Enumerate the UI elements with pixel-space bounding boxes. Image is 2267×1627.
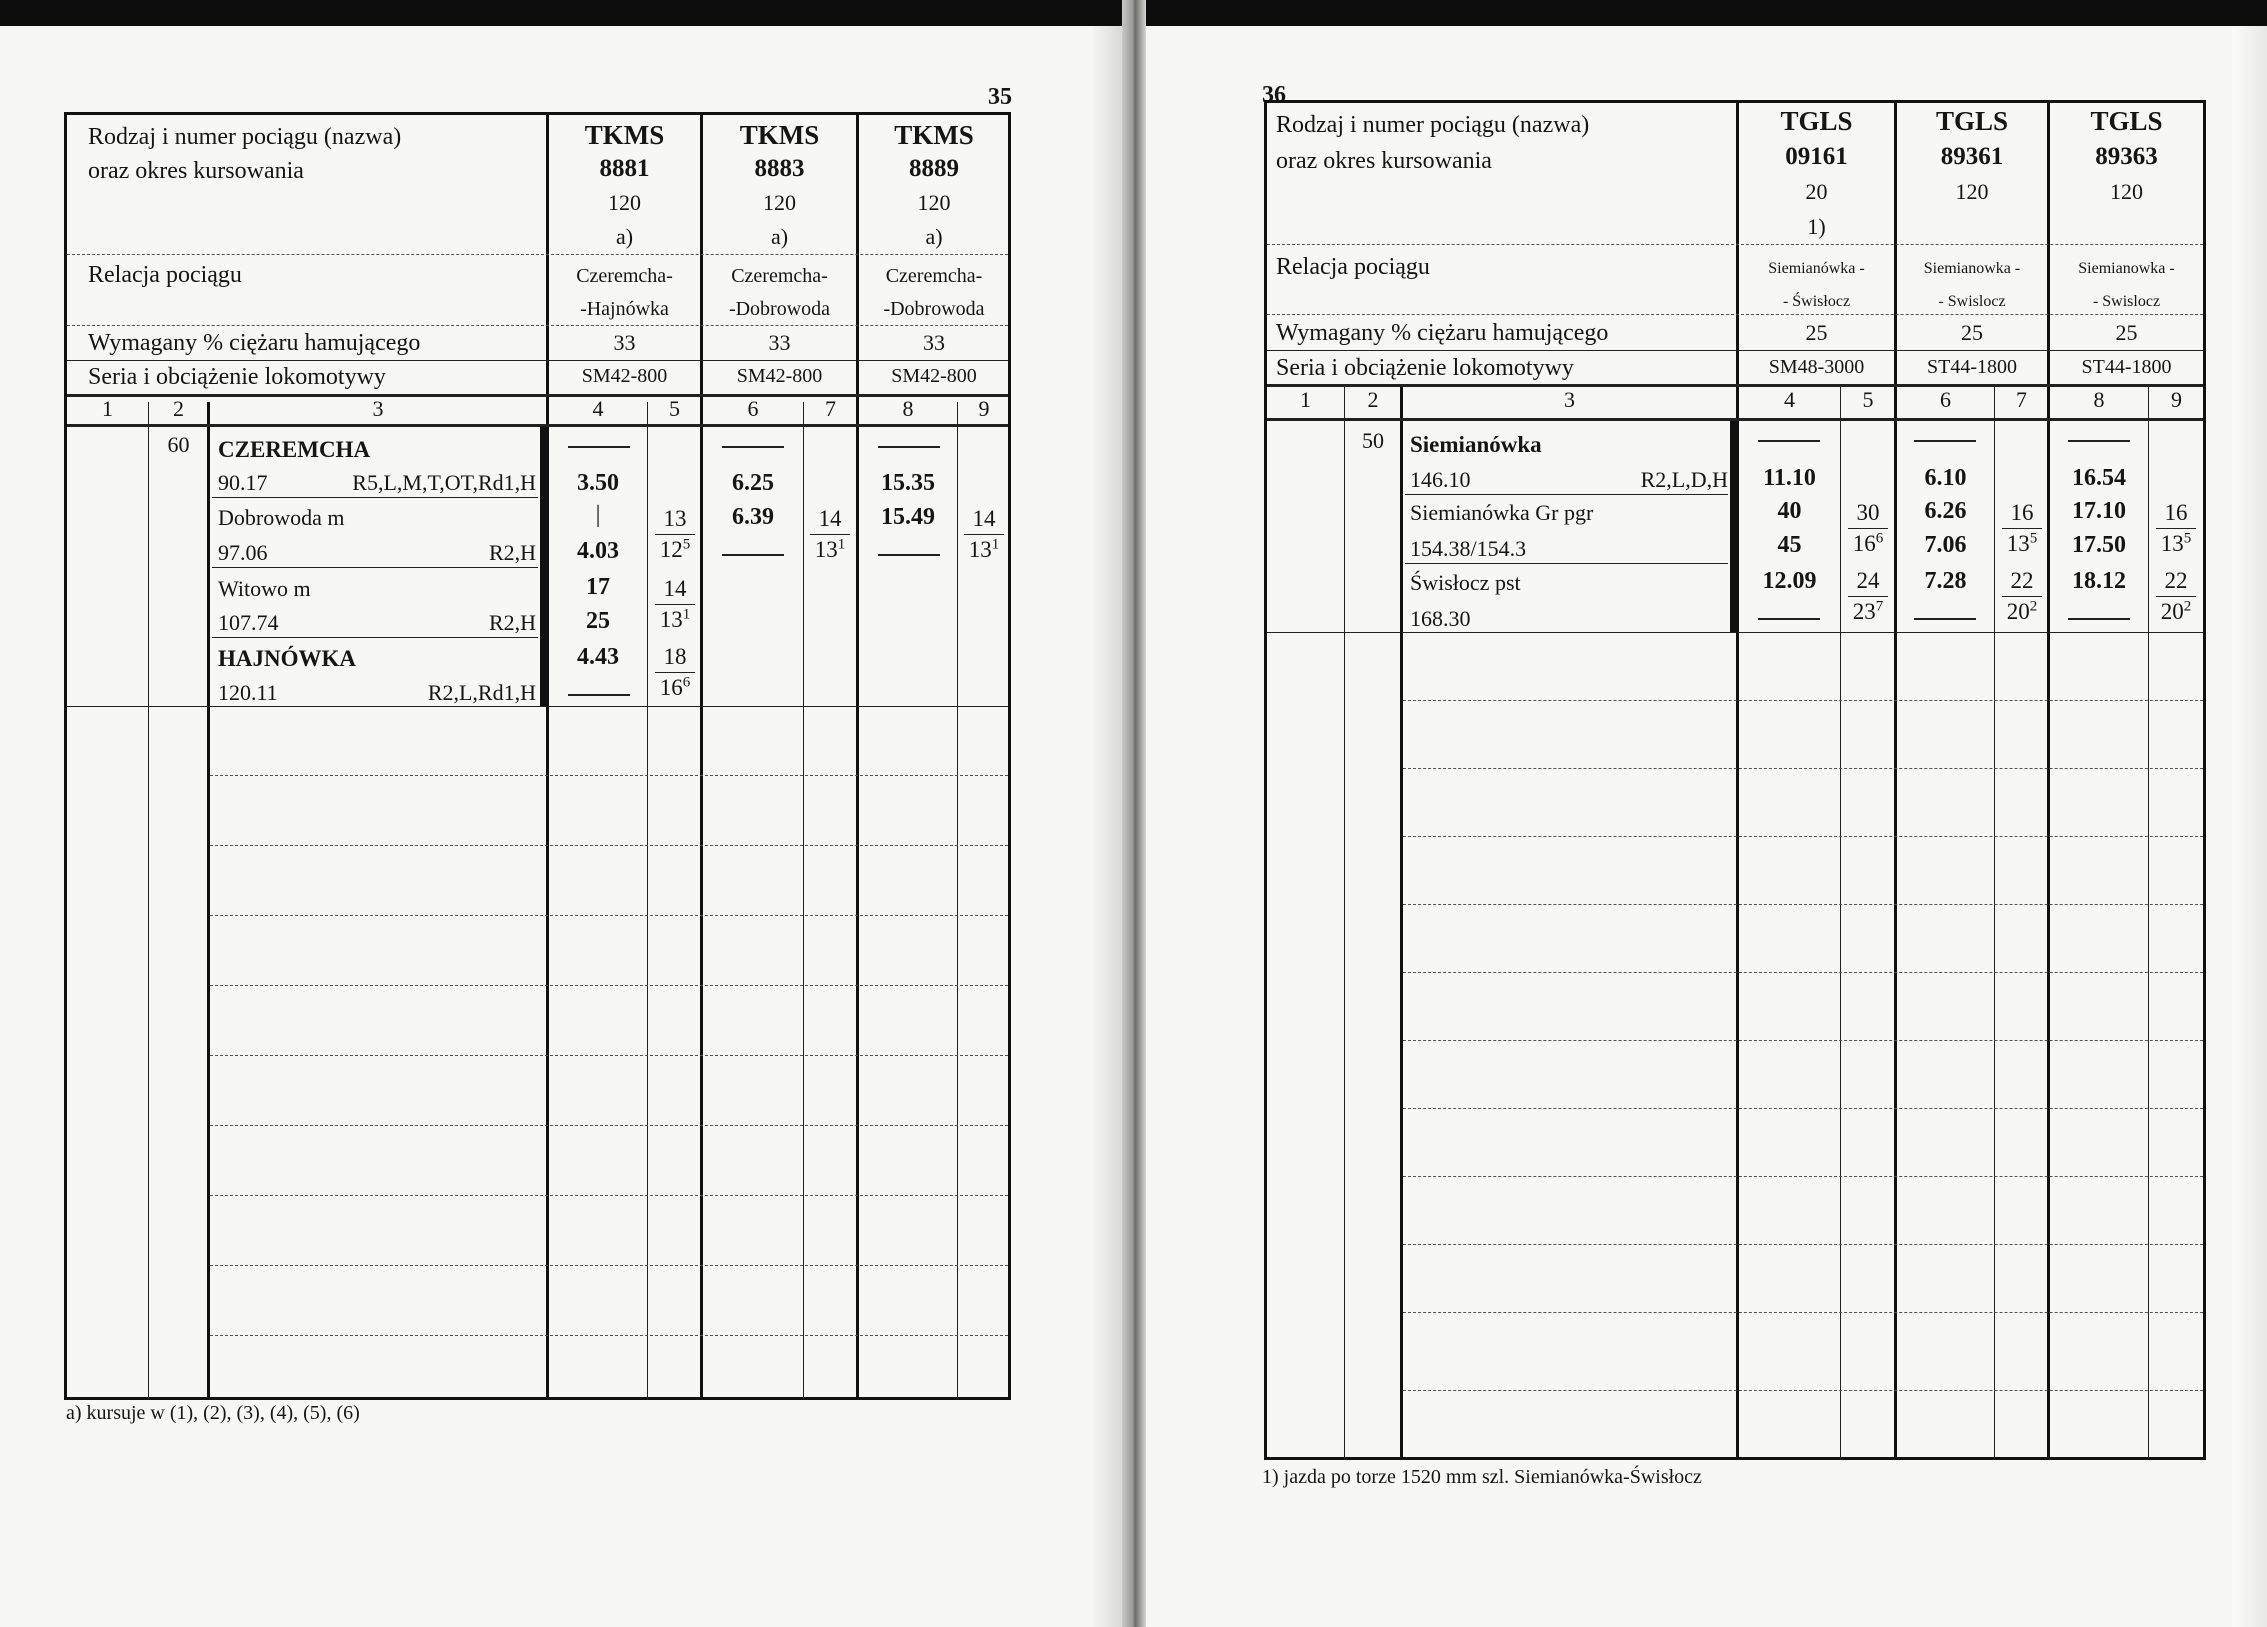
right-page-number: 36 — [1262, 82, 1286, 108]
left-train-2-loco: SM42-800 — [736, 365, 823, 387]
right-train-2-loco: ST44-1800 — [1927, 356, 2017, 378]
station-name: HAJNÓWKA — [218, 646, 356, 671]
run-time: $\frac{22}{20^2}$ — [2002, 566, 2042, 627]
gutter-shadow — [1090, 26, 1122, 1627]
col-number: 9 — [2171, 387, 2182, 412]
train-header-label-2: oraz okres kursowania — [1276, 148, 1492, 174]
time-cell: 7.28 — [1924, 568, 1967, 594]
col-number: 5 — [669, 396, 680, 421]
col-number: 7 — [825, 396, 836, 421]
time-cell: | — [595, 502, 601, 528]
left-train-2-brake: 33 — [768, 330, 791, 355]
left-train-2-header: TKMS 8883 120 a) — [739, 120, 820, 249]
station-name: CZEREMCHA — [218, 437, 371, 462]
station-codes: R2,L,D,H — [1640, 467, 1728, 492]
right-train-2-relation: Siemianowka - - Swislocz — [1923, 260, 2021, 310]
book-spine — [1122, 0, 1146, 1627]
relation-label: Relacja pociągu — [1276, 254, 1430, 280]
time-cell: 45 — [1777, 532, 1802, 558]
right-train-1-loco: SM48-3000 — [1768, 356, 1865, 378]
time-cell: 11.10 — [1763, 465, 1816, 491]
line-number: 50 — [1362, 428, 1384, 453]
station-name: Świsłocz pst — [1410, 570, 1521, 595]
col-number: 1 — [1300, 387, 1311, 412]
scan-right-edge — [2232, 26, 2267, 1627]
left-footnote: a) kursuje w (1), (2), (3), (4), (5), (6) — [66, 1402, 360, 1424]
train-header-label: Rodzaj i numer pociągu (nazwa) — [1276, 112, 1590, 138]
brake-label: Wymagany % ciężaru hamującego — [88, 330, 421, 356]
time-cell: 18.12 — [2072, 568, 2126, 594]
time-cell: 7.06 — [1924, 532, 1967, 558]
col-number: 3 — [1564, 387, 1575, 412]
run-time: $\frac{30}{16^6}$ — [1848, 498, 1888, 559]
station-km: 146.10 — [1410, 467, 1471, 492]
time-cell: 6.26 — [1924, 498, 1967, 524]
brake-label: Wymagany % ciężaru hamującego — [1276, 320, 1609, 346]
station-name: Siemianówka Gr pgr — [1410, 500, 1594, 525]
station-km: 107.74 — [218, 610, 279, 635]
left-train-1-header: TKMS 8881 120 a) — [584, 120, 665, 249]
station-name: Siemianówka — [1410, 432, 1542, 457]
station-name: Witowo m — [218, 576, 311, 601]
time-cell: 6.10 — [1924, 465, 1967, 491]
time-cell: 25 — [586, 608, 610, 634]
right-train-2-header: TGLS 89361 120 — [1935, 106, 2009, 204]
time-cell: 17.10 — [2072, 498, 2126, 524]
relation-label: Relacja pociągu — [88, 262, 242, 288]
train-header-label: Rodzaj i numer pociągu (nazwa) — [88, 124, 402, 150]
station-name: Dobrowoda m — [218, 505, 345, 530]
col-number: 4 — [592, 396, 604, 421]
station-codes: R2,H — [488, 540, 536, 565]
run-time: $\frac{24}{23^7}$ — [1848, 566, 1888, 627]
right-footnote: 1) jazda po torze 1520 mm szl. Siemianówka-Świsłocz — [1262, 1466, 1702, 1488]
col-number: 4 — [1784, 387, 1795, 412]
col-number: 9 — [978, 396, 990, 421]
right-train-2-brake: 25 — [1961, 320, 1983, 345]
run-time: $\frac{22}{20^2}$ — [2156, 566, 2196, 627]
time-cell: 4.03 — [577, 538, 619, 564]
run-time: $\frac{16}{13^5}$ — [2156, 498, 2196, 559]
run-time: $\frac{13}{12^5}$ — [655, 504, 695, 565]
time-cell: 17.50 — [2072, 532, 2126, 558]
station-km: 97.06 — [218, 540, 268, 565]
train-header-label-2: oraz okres kursowania — [88, 158, 304, 184]
line-number: 60 — [167, 432, 190, 457]
station-codes: R2,L,Rd1,H — [427, 680, 536, 705]
right-train-1-header: TGLS 09161 20 1) — [1780, 106, 1853, 239]
left-page-number: 35 — [988, 84, 1012, 110]
left-train-3-relation: Czeremcha- -Dobrowoda — [883, 265, 985, 320]
time-cell: 15.49 — [881, 504, 935, 530]
time-cell: 16.54 — [2072, 465, 2126, 491]
time-cell: 3.50 — [577, 470, 619, 496]
time-cell: 17 — [586, 574, 610, 600]
col-number: 2 — [173, 396, 184, 421]
station-codes: R2,H — [488, 610, 536, 635]
left-train-3-header: TKMS 8889 120 a) — [894, 120, 974, 249]
col-number: 8 — [2093, 387, 2105, 412]
right-train-3-brake: 25 — [2115, 320, 2138, 345]
right-train-3-relation: Siemianowka - - Swislocz — [2078, 260, 2175, 310]
right-train-1-brake: 25 — [1805, 320, 1828, 345]
left-train-1-brake: 33 — [613, 330, 636, 355]
left-train-2-relation: Czeremcha- -Dobrowoda — [728, 265, 831, 320]
left-train-1-loco: SM42-800 — [581, 365, 668, 387]
station-km: 120.11 — [218, 680, 278, 705]
time-cell: 40 — [1777, 498, 1802, 524]
col-number: 5 — [1862, 387, 1874, 412]
station-km: 90.17 — [218, 470, 268, 495]
station-km: 168.30 — [1410, 606, 1471, 631]
col-number: 1 — [102, 396, 113, 421]
time-cell: 4.43 — [577, 644, 619, 670]
run-time: $\frac{16}{13^5}$ — [2002, 498, 2042, 559]
col-number: 8 — [902, 396, 914, 421]
run-time: $\frac{14}{13^1}$ — [810, 504, 850, 565]
time-cell: 6.25 — [732, 470, 774, 496]
run-time: $\frac{14}{13^1}$ — [964, 504, 1004, 565]
left-train-3-loco: SM42-800 — [891, 365, 977, 387]
station-km: 154.38/154.3 — [1410, 536, 1527, 561]
right-train-3-header: TGLS 89363 120 — [2090, 106, 2163, 204]
run-time: $\frac{14}{13^1}$ — [655, 574, 695, 635]
left-train-3-brake: 33 — [923, 330, 945, 355]
col-number: 6 — [747, 396, 759, 421]
col-number: 2 — [1367, 387, 1379, 412]
right-train-1-relation: Siemianówka - - Świsłocz — [1768, 260, 1865, 310]
station-codes: R5,L,M,T,OT,Rd1,H — [352, 470, 536, 495]
col-number: 3 — [372, 396, 384, 421]
time-cell: 6.39 — [732, 504, 774, 530]
col-number: 6 — [1940, 387, 1951, 412]
right-train-3-loco: ST44-1800 — [2081, 356, 2172, 378]
left-train-1-relation: Czeremcha- -Hajnówka — [576, 265, 673, 320]
loco-label: Seria i obciążenie lokomotywy — [1276, 355, 1574, 381]
time-cell: 15.35 — [881, 470, 935, 496]
col-number: 7 — [2016, 387, 2027, 412]
time-cell: 12.09 — [1762, 568, 1817, 594]
loco-label: Seria i obciążenie lokomotywy — [88, 364, 386, 390]
run-time: $\frac{18}{16^6}$ — [655, 642, 695, 703]
